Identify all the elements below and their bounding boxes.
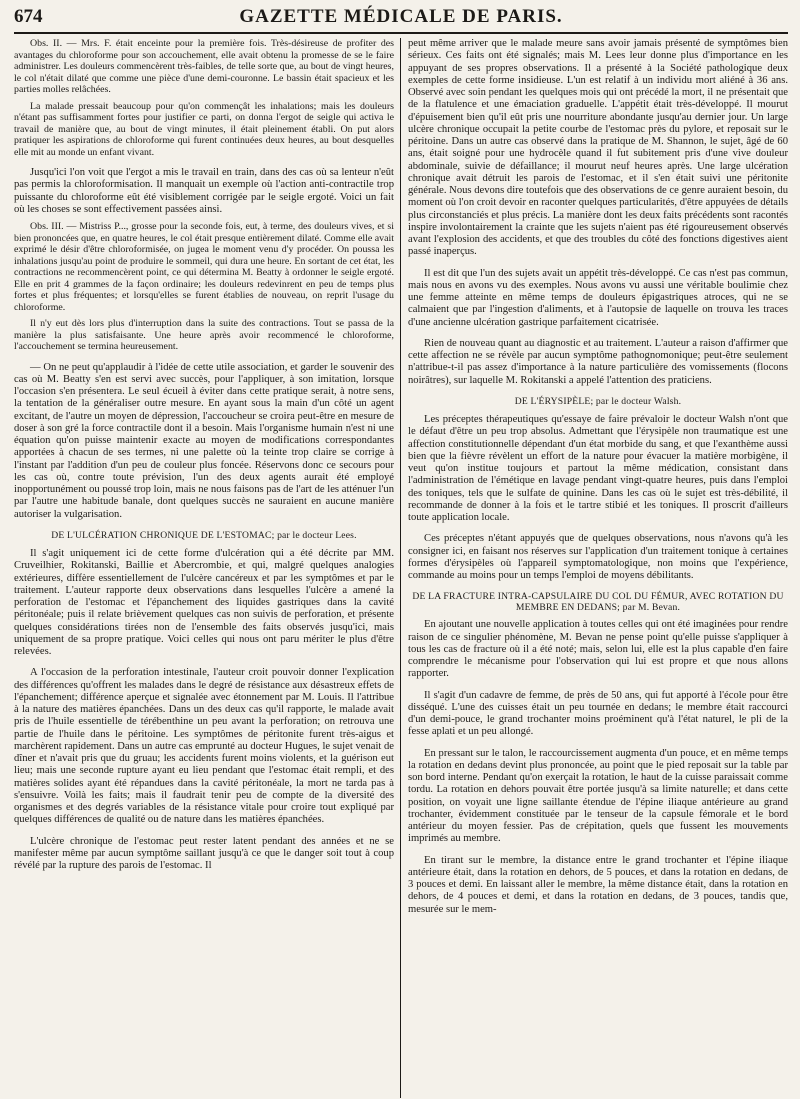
article-paragraph: — On ne peut qu'applaudir à l'idée de cette utile association, et garder le souvenir des cas où M. Beatty s'en est servi avec succès, pour l'appliquer, à son imitation, lorsque l'occasion s'en présentera. Le seul écueil à éviter dans cette pratique serait, à notre sens, la tentation de la généraliser outre mesure. En ayant sous la main d'un côté un agent excitant, de l'autre un moyen de dépression, l'accoucheur se croira peut-être en mesure de doser à son gré la force contractile dont il a besoin. Mais l'organisme humain n'est ni une équation qu'on puisse maintenir exacte au moyen de modifications correspondantes apportées à chacun de ses termes, ni une palette où la teinte trop claire se corrige à l'instant par l'addition d'un peu de couleur plus foncée. Réservons donc ce secours pour les cas où, contre toute prévision, l'un des deux agents aurait été employé inopportunément ou poussé trop loin, mais ne nous faisons pas de l'art de les atténuer l'un par l'autre une habitude banale, dont quelques succès ne sauraient en aucune manière autoriser la vulgarisation. <box>14 361 394 520</box>
article-paragraph: Ces préceptes n'étant appuyés que de quelques observations, nous n'avons qu'à les consigner ici, en faisant nos réserves sur l'application d'un traitement tonique à certaines formes d'érysipèles où l'appareil symptomatologique, non moins que l'expérience, commande au moins pour un temps l'emploi de moyens débilitants. <box>408 533 788 581</box>
page-header <box>14 6 788 34</box>
article-paragraph: Les préceptes thérapeutiques qu'essaye de faire prévaloir le docteur Walsh n'ont que le défaut d'être un peu trop absolus. Admettant que l'érysipèle non traumatique est une affection constitutionnelle dépendant d'un état morbide du sang, et que l'exanthème aussi bien que la fièvre révèlent un effort de la nature pour évacuer la matière morbigène, il veut qu'on institue toujours et partout la même médication, consistant dans l'administration de l'émétique en lavage pendant vingt-quatre heures, puis dans l'emploi des toniques, tels que le sulfate de quinine. Dans les cas où le sujet est très-débilité, il recommande de donner à la fois et le tartre stibié et les toniques. Il proscrit d'ailleurs toute application locale. <box>408 414 788 523</box>
observation-paragraph: La malade pressait beaucoup pour qu'on commençât les inhalations; mais les douleurs n'étant pas suffisamment fortes pour justifier ce parti, on donna l'ergot de seigle qui activa le travail de manière que, au bout de vingt minutes, il était pleinement établi. On put alors pratiquer les aspirations de chloroforme qui furent continuées deux heures, au bout desquelles elle mit au monde un enfant vivant. <box>14 100 394 158</box>
article-paragraph: Jusqu'ici l'on voit que l'ergot a mis le travail en train, dans des cas où sa lenteur n'eût pas permis la chloroformisation. Il manquait un exemple où l'action anti-contractile trop puissante du chloroforme eût été visiblement corrigée par le seigle ergoté. Voici un fait où les choses se sont effectivement passées ainsi. <box>14 167 394 215</box>
section-heading: DE L'ÉRYSIPÈLE; par le docteur Walsh. <box>514 395 682 407</box>
text-columns <box>14 38 788 1098</box>
observation-paragraph: Il n'y eut dès lors plus d'interruption dans la suite des contractions. Tout se passa de la manière la plus satisfaisante. Une heure après avoir recommencé le chloroforme, l'accouchement se termina heureusement. <box>14 318 394 352</box>
section-heading: DE LA FRACTURE INTRA-CAPSULAIRE DU COL DU FÉMUR, AVEC ROTATION DU MEMBRE EN DEDANS; par M. Bevan. <box>412 591 784 614</box>
article-paragraph: A l'occasion de la perforation intestinale, l'auteur croit pouvoir donner l'explication des différences qu'offrent les malades dans le degré de résistance aux désastreux effets de l'épanchement; différence aperçue et signalée avec étonnement par M. Louis. Il l'attribue à la nature des matières épanchées. Dans un des deux cas qu'il rapporte, le malade avait pris de l'huile essentielle de térébenthine un peu avant la perforation; on retrouva une partie de l'huile dans le péritoine. Les symptômes de péritonite furent très-aigus et marchèrent rapidement. Dans un autre cas emprunté au docteur Hugues, le sujet venait de dîner et n'avait pris que du gruau; les accidents furent moins violents, et la guérison eut lieu; mais une seconde rupture ayant eu lieu pendant que l'estomac était rempli, et des matières solides ayant été répandues dans la cavité péritonéale, la mort ne tarda pas à s'ensuivre. Voilà les faits; mais il faudrait tenir peu de compte de la diversité des organismes et des degrés variables de la résistance vitale pour croire tout expliqué par quelques différences de qualité ou de nature dans les matières épanchées. <box>14 667 394 826</box>
page-number: 674 <box>14 6 43 27</box>
right-column <box>400 38 788 1098</box>
section-heading: DE L'ULCÉRATION CHRONIQUE DE L'ESTOMAC; par le docteur Lees. <box>51 529 357 541</box>
article-paragraph: Rien de nouveau quant au diagnostic et au traitement. L'auteur a raison d'affirmer que cette affection ne se révèle par aucun symptôme pathognomonique; peut-être seulement n'attribue-t-il pas assez d'importance à la nature particulière des vomissements (flocons noirâtres), sur laquelle M. Rokitanski a appelé l'attention des praticiens. <box>408 337 788 386</box>
left-column <box>14 38 400 1098</box>
article-paragraph: En ajoutant une nouvelle application à toutes celles qui ont été imaginées pour rendre raison de ce singulier phénomène, M. Bevan ne pense point qu'elle puisse s'appliquer à tous les cas de fracture où il a été noté; mais, selon lui, elle est la plus capable d'en faire comprendre le mécanisme pour l'observation qui lui est propre et que nous allons rapporter. <box>408 619 788 680</box>
article-paragraph: peut même arriver que le malade meure sans avoir jamais présenté de symptômes bien sérieux. Ces faits ont été signalés; mais M. Lees leur donne plus d'importance en les appuyant de ses propres observations. Il a présenté à la Société pathologique deux exemples de cette forme insidieuse. L'un est relatif à un individu mort aliéné à 36 ans. Observé avec soin pendant les quelques mois qui ont précédé la mort, il ne présentait que de la flatulence et une émaciation graduelle. L'appétit était très-développé. Il mourut d'épuisement bien qu'il eût pris une nourriture abondante jusqu'au dernier jour. Un large ulcère chronique occupait la petite courbe de l'estomac près du pylore, et reposait sur le péritoine. Dans un autre cas observé dans la pratique de M. Shannon, le sujet, âgé de 60 ans, était soigné pour une hydrocèle quand il fut subitement pris d'une vive douleur abdominale, suivie de défaillance; il mourut neuf heures après. Une large ulcération chronique avait détruit les parois de l'estomac, et il s'en était suivi une péritonite générale. Nous devons dire toutefois que des observations de ce genre auraient besoin, du moment où l'on croit devoir en raconter quelques particularités, d'être appuyées de détails plus circonstanciés et plus précis. La manière dont les deux faits précédents sont racontés inspire involontairement la crainte que les sujets n'aient pas été rigoureusement observés avant l'explosion des accidents, et que des troubles du côté des fonctions digestives aient passé inaperçus. <box>408 38 788 258</box>
article-paragraph: Il s'agit d'un cadavre de femme, de près de 50 ans, qui fut apporté à l'école pour être disséqué. L'une des cuisses était un peu tournée en dedans; le membre était raccourci d'un demi-pouce, le grand trochanter moins proéminent qu'à l'état naturel, le pli de la fesse aplati et un peu allongé. <box>408 689 788 738</box>
article-paragraph: L'ulcère chronique de l'estomac peut rester latent pendant des années et ne se manifester même par aucun symptôme saillant jusqu'à ce que le danger soit tout à coup révélé par la rupture des parois de l'estomac. Il <box>14 835 394 871</box>
observation-paragraph: Obs. III. — Mistriss P..., grosse pour la seconde fois, eut, à terme, des douleurs vives, et si bien prononcées que, en quatre heures, le col était presque entièrement dilaté. Comme elle avait exprimé le désir d'être chloroformisée, on jugea le moment venu d'y procéder. On poussa les inhalations jusqu'au point de produire le sommeil, qui dura une heure. En sortant de cet état, les contractions ne recommencèrent point, ce qui détermina M. Beatty à ordonner le seigle ergoté. Elle en prit 4 grammes de la façon ordinaire; les douleurs redevinrent en peu de temps plus fortes et plus fréquentes; et lorsqu'elles se furent établies de nouveau, on reprit l'usage du chloroforme. <box>14 221 394 313</box>
article-paragraph: En pressant sur le talon, le raccourcissement augmenta d'un pouce, et en même temps la rotation en dedans devint plus prononcée, au point que le pied reposait sur la table par son bord interne. Pendant qu'on exerçait la rotation, le haut de la cuisse paraissait comme tordu. La rotation en dehors pouvait être portée jusqu'à sa limite naturelle; et dans cette position, on voyait une ligne saillante étendue de l'épine iliaque antérieure au grand trochanter, évidemment constituée par le tenseur de la capsule fémorale et le bord antérieur du moyen fessier. Pas de crépitation, quels que fussent les mouvements imprimés au membre. <box>408 747 788 845</box>
observation-paragraph: Obs. II. — Mrs. F. était enceinte pour la première fois. Très-désireuse de profiter des avantages du chloroforme pour son accouchement, elle avait obtenu la promesse de se le faire administrer. Les douleurs commencèrent très-faibles, de telle sorte que, au bout de vingt heures, le col n'était dilaté que comme une pièce d'une demi-couronne. Le bassin était spacieux et les parties molles relâchées. <box>14 38 394 95</box>
article-paragraph: Il est dit que l'un des sujets avait un appétit très-développé. Ce cas n'est pas commun, mais nous en avons vu des exemples. Nous avons vu aussi une véritable boulimie chez une femme atteinte en même temps de douleurs épigastriques atroces, qui ne se calmaient que par l'ingestion d'aliments, et à l'autopsie de laquelle on trouva les traces d'une ancienne ulcération gastrique parfaitement cicatrisée. <box>408 267 788 328</box>
article-paragraph: Il s'agit uniquement ici de cette forme d'ulcération qui a été décrite par MM. Cruveilhier, Rokitanski, Baillie et Abercrombie, et qui, malgré quelques analogies extérieures, diffère essentiellement de l'ulcère cancéreux et par les symptômes et par le traitement. L'auteur rapporte deux observations dans lesquelles l'ulcère a amené la perforation de l'estomac et l'épanchement des liquides gastriques dans la cavité péritonéale; puis il relate brièvement quelques cas non suivis de perforation, et présente quelques considérations tirées non de l'ensemble des faits observés jusqu'ici, mais uniquement de sa propre pratique. Voici celles qui nous ont paru mériter le plus d'être relevées. <box>14 548 394 657</box>
journal-title: GAZETTE MÉDICALE DE PARIS. <box>239 6 563 27</box>
article-paragraph: En tirant sur le membre, la distance entre le grand trochanter et l'épine iliaque antérieure était, dans la rotation en dehors, de 5 pouces, et dans la rotation en dedans, de 3 pouces et demi. En laissant aller le membre, la même distance était, dans la rotation en dehors, de 4 pouces et demi, et dans la rotation en dedans, de 3 pouces, tandis que, mesurée sur le mem- <box>408 854 788 915</box>
